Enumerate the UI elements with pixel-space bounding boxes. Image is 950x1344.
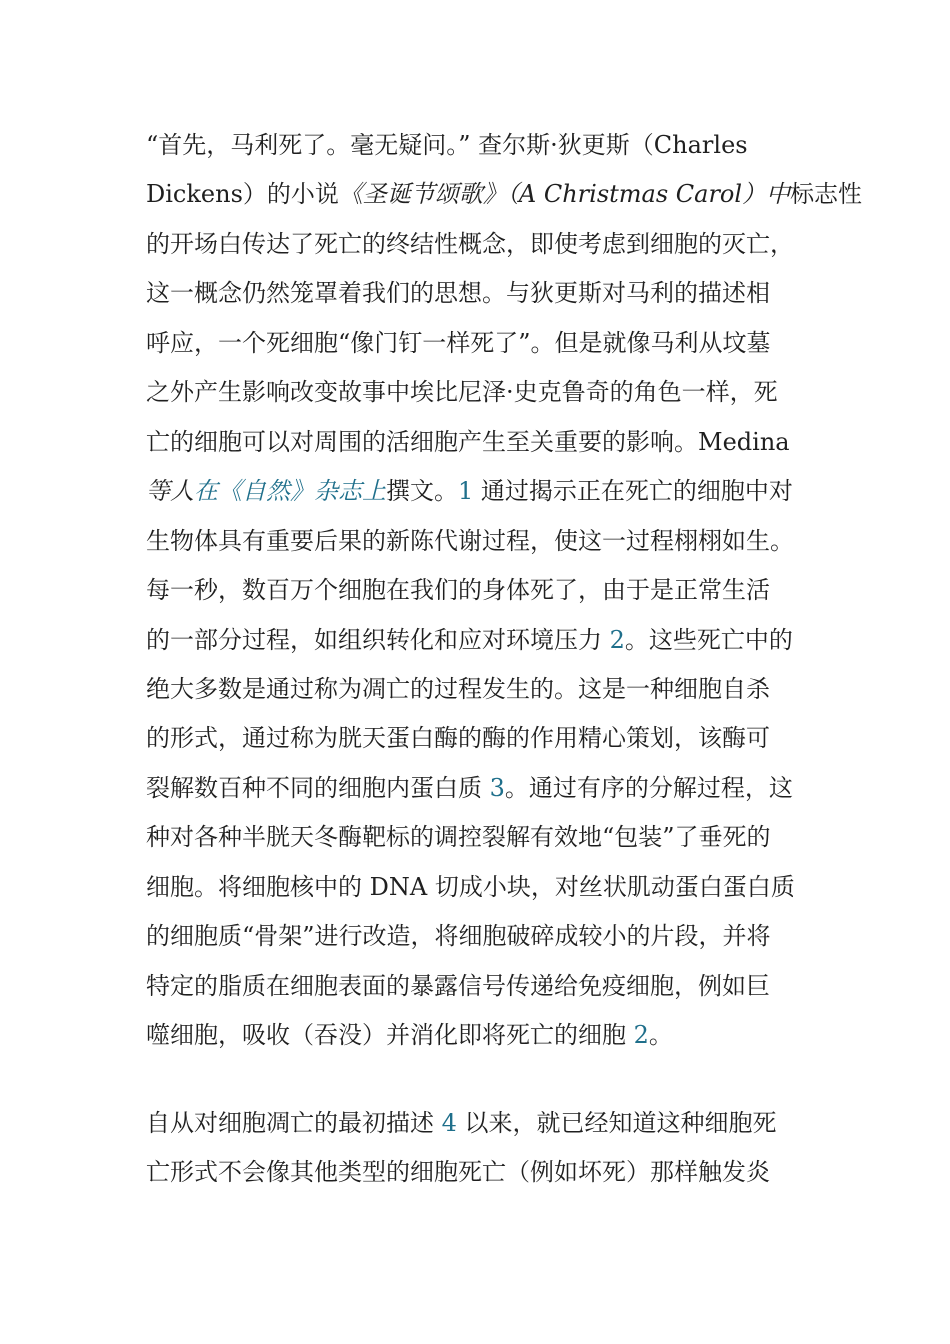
text-line [146,819,826,855]
text-line [146,176,863,212]
text-line [146,1105,826,1141]
text-line [146,918,826,954]
citation-link[interactable]: 2 [609,625,625,654]
text-line [146,1154,826,1190]
text-line [146,374,826,410]
italic-text: 等人 [146,477,194,506]
text-run: 裂解数百种不同的细胞内蛋白质 [146,773,490,802]
text-run: 以来，就已经知道这种细胞死 [456,1109,777,1137]
text-line [146,523,826,559]
text-line [146,869,826,905]
text-run: 之外产生影响改变故事中埃比尼泽·史克鲁奇的角色一样，死 [146,378,778,407]
text-line [146,572,826,608]
text-run: 。 [648,1021,673,1050]
text-run: 亡的细胞可以对周围的活细胞产生至关重要的影响。Medina [146,427,790,456]
text-run: 。这些死亡中的 [624,625,793,654]
text-run: 呼应，一个死细胞“像门钉一样死了”。但是就像马利从坟墓 [146,328,771,357]
text-run: 自从对细胞凋亡的最初描述 [146,1109,442,1137]
citation-link[interactable]: 1 [458,477,474,506]
text-line [146,1017,826,1053]
text-run: 。通过有序的分解过程，这 [504,773,793,802]
text-run: 通过揭示正在死亡的细胞中对 [473,477,793,506]
italic-text: 《圣诞节颂歌》（A Christmas Carol）中 [338,180,791,209]
text-line [146,127,826,163]
text-run: 特定的脂质在细胞表面的暴露信号传递给免疫细胞，例如巨 [146,971,770,1000]
citation-link[interactable]: 3 [489,773,505,802]
text-run: 细胞。将细胞核中的 DNA 切成小块，对丝状肌动蛋白蛋白质 [146,872,795,901]
text-run: 绝大多数是通过称为凋亡的过程发生的。这是一种细胞自杀 [146,674,770,703]
text-run: 的一部分过程，如组织转化和应对环境压力 [146,625,610,654]
text-line [146,424,826,460]
text-run: 的开场白传达了死亡的终结性概念，即使考虑到细胞的灭亡， [146,229,794,258]
text-run: Dickens）的小说 [146,180,339,209]
text-run: 每一秒，数百万个细胞在我们的身体死了，由于是正常生活 [146,576,770,605]
text-line [146,275,826,311]
text-run: 种对各种半胱天冬酶靶标的调控裂解有效地“包装”了垂死的 [146,823,771,852]
text-line [146,968,826,1004]
text-line [146,671,826,707]
text-run: 标志性 [790,180,863,209]
text-line [146,226,826,262]
text-run: 的形式，通过称为胱天蛋白酶的酶的作用精心策划，该酶可 [146,724,770,753]
text-line [146,473,826,509]
text-run: 的细胞质“骨架”进行改造，将细胞破碎成较小的片段，并将 [146,922,771,951]
text-line [146,622,826,658]
text-run: 亡形式不会像其他类型的细胞死亡（例如坏死）那样触发炎 [146,1158,770,1187]
text-line [146,720,826,756]
text-run: 生物体具有重要后果的新陈代谢过程，使这一过程栩栩如生。 [146,526,794,555]
citation-link[interactable]: 2 [633,1021,649,1050]
text-line [146,770,826,806]
journal-link[interactable]: 在《自然》杂志上 [194,477,386,506]
citation-link[interactable]: 4 [441,1109,457,1137]
text-run: “首先，马利死了。毫无疑问。” 查尔斯·狄更斯（Charles [146,131,748,159]
text-run: 噬细胞，吸收（吞没）并消化即将死亡的细胞 [146,1021,634,1050]
text-line [146,325,826,361]
text-run: 撰文。 [386,477,458,506]
text-run: 这一概念仍然笼罩着我们的思想。与狄更斯对马利的描述相 [146,279,770,308]
